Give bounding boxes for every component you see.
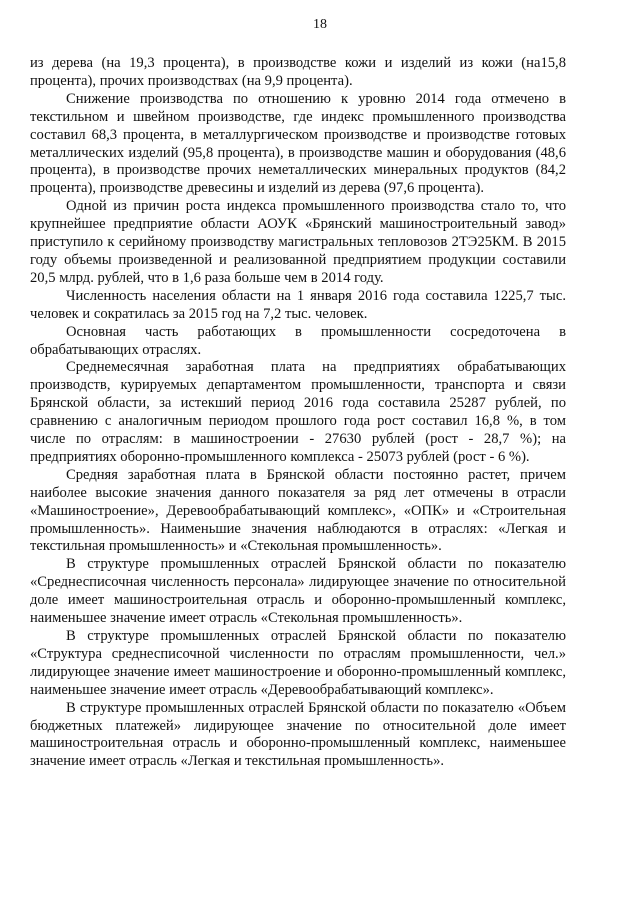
document-body bbox=[30, 55, 566, 771]
paragraph-headcount-structure: В структуре промышленных отраслей Брянской области по показателю «Среднесписочная численность персонала» лидирующее значение по относительной доле имеет машиностроительная отрасль и оборонно-промышленный комплекс, наименьшее значение имеет отрасль «Стекольная промышленность». bbox=[30, 556, 566, 627]
page-number: 18 bbox=[313, 17, 327, 32]
paragraph-salary-growth: Средняя заработная плата в Брянской области постоянно растет, причем наиболее высокие значения данного показателя за ряд лет отмечены в отрасли «Машиностроение», Деревообрабатывающий комплекс», «ОПК» и «Строительная промышленность». Наименьшие значения наблюдаются в отраслях: «Легкая и текстильная промышленность» и «Стекольная промышленность». bbox=[30, 466, 566, 555]
paragraph-workforce: Основная часть работающих в промышленности сосредоточена в обрабатывающих отраслях. bbox=[30, 323, 566, 358]
paragraph-growth-reason: Одной из причин роста индекса промышленного производства стало то, что крупнейшее предприятие области АОУК «Брянский машиностроительный завод» приступило к серийному производству магистральных тепловозов 2ТЭ25КМ. В 2015 году объемы произведенной и реализованной предприятием продукции составили 20,5 млрд. рублей, что в 1,6 раза больше чем в 2014 году. bbox=[30, 198, 566, 286]
paragraph-continuation: из дерева (на 19,3 процента), в производстве кожи и изделий из кожи (на15,8 процента), прочих производствах (на 9,9 процента). bbox=[30, 55, 566, 89]
paragraph-average-salary: Среднемесячная заработная плата на предприятиях обрабатывающих производств, курируемых департаментом промышленности, транспорта и связи Брянской области, за истекший период 2016 года составила 25287 рублей, по сравнению с аналогичным периодом прошлого года рост составил 16,8 %, в том числе по отраслям: в машиностроении - 27630 рублей (рост - 28,7 %); на предприятиях оборонно-промышленного комплекса - 25073 рублей (рост - 6 %). bbox=[30, 359, 566, 465]
paragraph-population: Численность населения области на 1 января 2016 года составила 1225,7 тыс. человек и сократилась за 2015 год на 7,2 тыс. человек. bbox=[30, 287, 566, 322]
paragraph-budget-payments: В структуре промышленных отраслей Брянской области по показателю «Объем бюджетных платежей» лидирующее значение по относительной доле имеет машиностроительная отрасль и оборонно-промышленный комплекс, наименьшее значение имеет отрасль «Легкая и текстильная промышленность». bbox=[30, 699, 566, 770]
paragraph-production-decline: Снижение производства по отношению к уровню 2014 года отмечено в текстильном и швейном производстве, где индекс промышленного производства составил 68,3 процента, в металлургическом производстве и производстве готовых металлических изделий (95,8 процента), в производстве машин и оборудования (48,6 процента), в производстве прочих неметаллических минеральных продуктов (84,2 процента), производстве древесины и изделий из дерева (97,6 процента). bbox=[30, 90, 566, 197]
paragraph-headcount-by-industry: В структуре промышленных отраслей Брянской области по показателю «Структура среднесписочной численности по отраслям промышленности, чел.» лидирующее значение имеет машиностроение и оборонно-промышленный комплекс, наименьшее значение имеет отрасль «Деревообрабатывающий комплекс». bbox=[30, 628, 566, 698]
